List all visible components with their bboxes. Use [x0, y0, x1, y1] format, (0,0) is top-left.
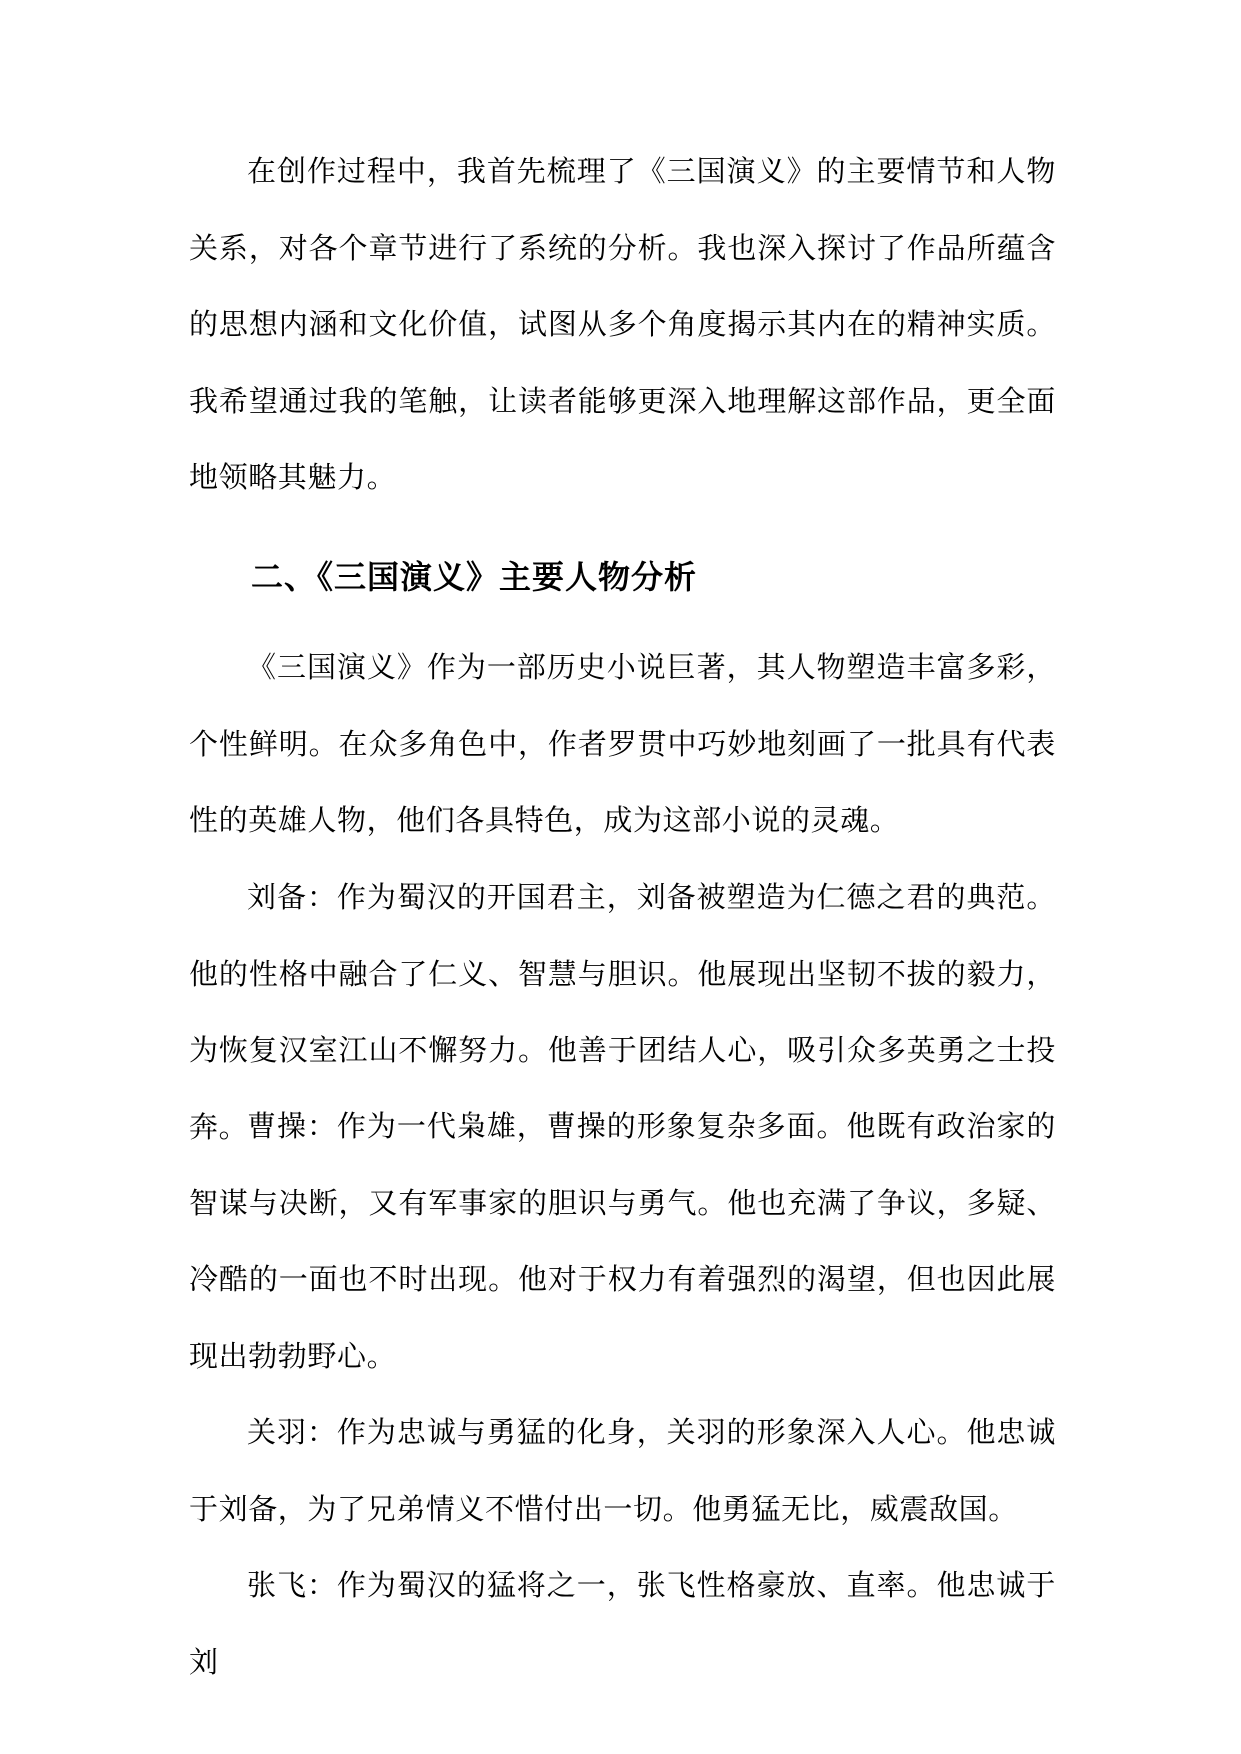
paragraph-cao-cao: 曹操：作为一代枭雄，曹操的形象复杂多面。他既有政治家的智谋与决断，又有军事家的胆识与勇气。他也充满了争议，多疑、冷酷的一面也不时出现。他对于权力有着强烈的渴望，但也因此展现出勃勃野心。 — [189, 1109, 1056, 1373]
paragraph-zhang-fei: 张飞：作为蜀汉的猛将之一，张飞性格豪放、直率。他忠诚于刘 — [189, 1568, 1056, 1679]
paragraph-characters-overview: 《三国演义》作为一部历史小说巨著，其人物塑造丰富多彩，个性鲜明。在众多角色中，作者罗贯中巧妙地刻画了一批具有代表性的英雄人物，他们各具特色，成为这部小说的灵魂。 — [189, 650, 1056, 837]
paragraph-liu-bei: 刘备：作为蜀汉的开国君主，刘备被塑造为仁德之君的典范。他的性格中融合了仁义、智慧与胆识。他展现出坚韧不拔的毅力，为恢复汉室江山不懈努力。他善于团结人心，吸引众多英勇之士投奔。 — [189, 880, 1056, 1144]
paragraph-guan-yu: 关羽：作为忠诚与勇猛的化身，关羽的形象深入人心。他忠诚于刘备，为了兄弟情义不惜付出一切。他勇猛无比，威震敌国。 — [189, 1415, 1056, 1526]
paragraph-creation-process: 在创作过程中，我首先梳理了《三国演义》的主要情节和人物关系，对各个章节进行了系统的分析。我也深入探讨了作品所蕴含的思想内涵和文化价值，试图从多个角度揭示其内在的精神实质。我希望通过我的笔触，让读者能够更深入地理解这部作品，更全面地领略其魅力。 — [189, 154, 1056, 494]
section-heading: 二、《三国演义》主要人物分析 — [251, 558, 698, 596]
